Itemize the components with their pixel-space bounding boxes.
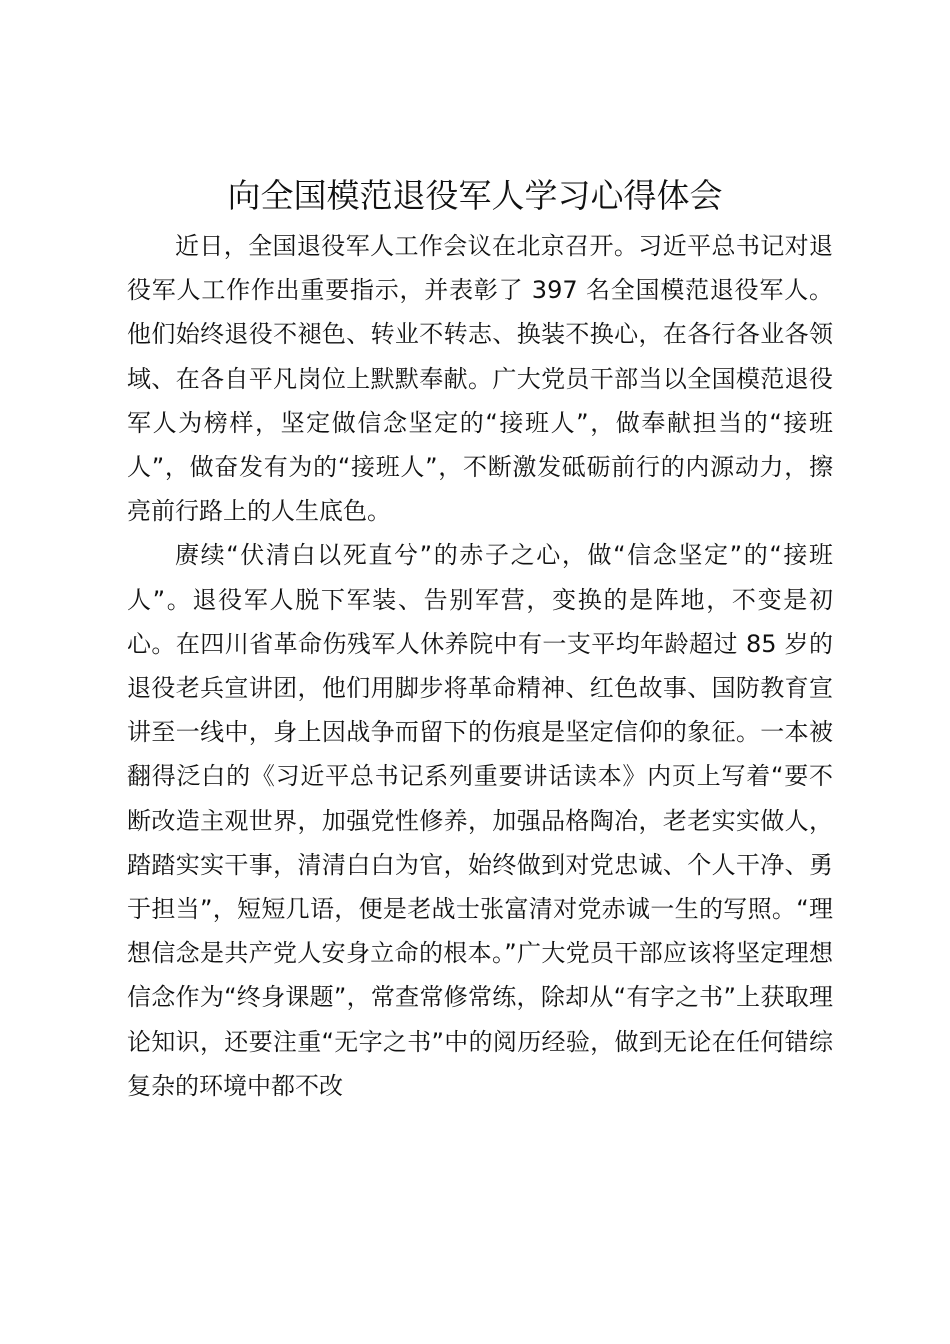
document-title: 向全国模范退役军人学习心得体会 [227,176,723,215]
paragraph-intro: 近日，全国退役军人工作会议在北京召开。习近平总书记对退役军人工作作出重要指示，并表彰了 397 名全国模范退役军人。他们始终退役不褪色、转业不转志、换装不换心，在各行各业各领域、在各自平凡岗位上默默奉献。广大党员干部当以全国模范退役军人为榜样，坚定做信念坚定的“接班人”，做奉献担当的“接班人”，做奋发有为的“接班人”，不断激发砥砺前行的内源动力，擦亮前行路上的人生底色。 [127,232,833,526]
paragraph-belief: 赓续“伏清白以死直兮”的赤子之心，做“信念坚定”的“接班人”。退役军人脱下军装、告别军营，变换的是阵地，不变是初心。在四川省革命伤残军人休养院中有一支平均年龄超过 85 岁的退役老兵宣讲团，他们用脚步将革命精神、红色故事、国防教育宣讲至一线中，身上因战争而留下的伤痕是坚定信仰的象征。一本被翻得泛白的《习近平总书记系列重要讲话读本》内页上写着“要不断改造主观世界，加强党性修养，加强品格陶冶，老老实实做人，踏踏实实干事，清清白白为官，始终做到对党忠诚、个人干净、勇于担当”，短短几语，便是老战士张富清对党赤诚一生的写照。“理想信念是共产党人安身立命的根本。”广大党员干部应该将坚定理想信念作为“终身课题”，常查常修常练，除却从“有字之书”上获取理论知识，还要注重“无字之书”中的阅历经验，做到无论在任何错综复杂的环境中都不改 [127,541,833,1100]
document-body [127,224,833,1108]
